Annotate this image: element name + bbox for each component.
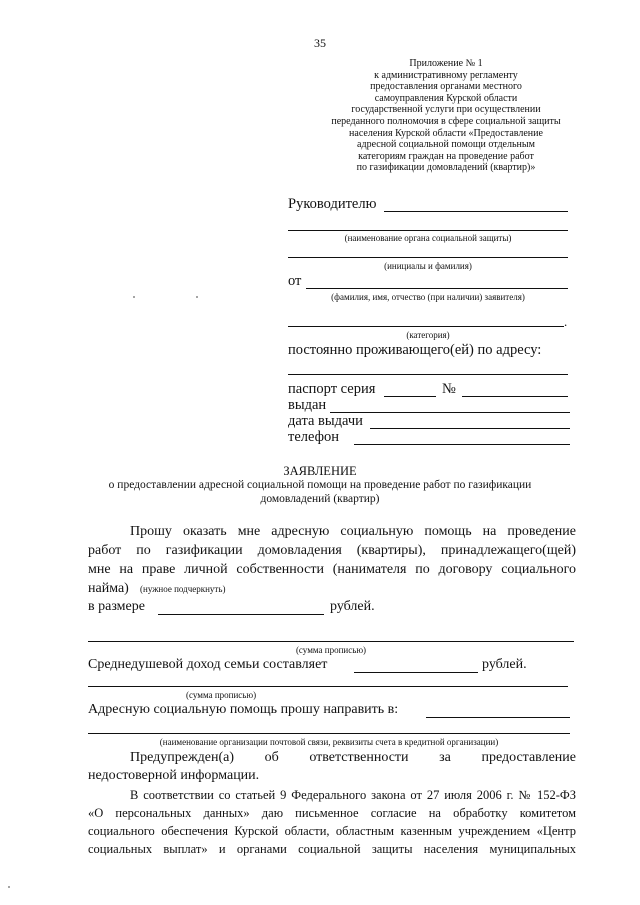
amount-rubles: рублей.: [330, 599, 375, 614]
income-words-field[interactable]: [88, 686, 568, 687]
send-label: Адресную социальную помощь прошу направить в:: [88, 702, 399, 717]
income-field[interactable]: [354, 672, 478, 673]
income-words-hint: (сумма прописью): [186, 690, 257, 700]
appendix-line: категориям граждан на проведение работ: [358, 150, 534, 162]
appendix-line: переданного полномочия в сфере социальной защиты: [331, 115, 561, 127]
scan-speck: [133, 296, 135, 298]
request-line-2: работ по газификации домовладения (квартиры), принадлежащего(щей): [88, 543, 576, 558]
category-period: .: [564, 314, 568, 329]
appendix-line: предоставления органами местного: [370, 81, 522, 93]
appendix-line: по газификации домовладений (квартир)»: [356, 162, 536, 174]
appendix-line: государственной услуги при осуществлении: [351, 104, 541, 116]
appendix-line: самоуправления Курской области: [374, 92, 518, 104]
to-head-label: Руководителю: [288, 196, 377, 212]
consent-line-3: социального обеспечения Курской области, областным казенным учреждением «Центр: [88, 824, 576, 838]
initials-hint: (инициалы и фамилия): [384, 261, 472, 271]
page-number: 35: [314, 36, 326, 50]
statement-subtitle-2: домовладений (квартир): [260, 493, 380, 505]
consent-line-4: социальных выплат» и органами социальной защиты населения муниципальных: [88, 842, 576, 856]
residing-label: постоянно проживающего(ей) по адресу:: [288, 342, 542, 358]
appendix-line: к административному регламенту: [374, 69, 518, 81]
send-field[interactable]: [426, 717, 570, 718]
applicant-hint: (фамилия, имя, отчество (при наличии) заявителя): [331, 292, 525, 302]
organ-hint: (наименование органа социальной защиты): [344, 233, 512, 243]
initials-field[interactable]: [288, 257, 568, 258]
scan-speck: [8, 886, 10, 888]
request-line-4: найма): [88, 581, 129, 596]
passport-number-label: №: [442, 381, 456, 397]
amount-words-hint: (сумма прописью): [295, 645, 367, 655]
org-hint: (наименование организации почтовой связи, реквизиты счета в кредитной организации): [159, 737, 499, 747]
scan-speck: [196, 296, 198, 298]
amount-words-field[interactable]: [88, 641, 574, 642]
address-field[interactable]: [288, 374, 568, 375]
passport-label: паспорт серия: [288, 381, 376, 397]
issued-field[interactable]: [330, 412, 570, 413]
request-line-1: Прошу оказать мне адресную социальную помощь на проведение: [130, 524, 576, 539]
issued-label: выдан: [288, 397, 327, 413]
org-field[interactable]: [88, 733, 570, 734]
issue-date-label: дата выдачи: [288, 413, 363, 429]
from-label: от: [288, 273, 302, 289]
phone-label: телефон: [288, 429, 340, 445]
appendix-line: адресной социальной помощи отдельным: [357, 139, 535, 151]
income-rubles: рублей.: [482, 657, 527, 672]
to-head-field[interactable]: [384, 211, 568, 212]
applicant-field[interactable]: [306, 288, 568, 289]
passport-series-field[interactable]: [384, 396, 436, 397]
consent-line-1: В соответствии со статьей 9 Федерального закона от 27 июля 2006 г. № 152-ФЗ: [130, 788, 576, 802]
underline-hint: (нужное подчеркнуть): [140, 584, 226, 594]
organ-field[interactable]: [288, 230, 568, 231]
issue-date-field[interactable]: [370, 428, 570, 429]
appendix-line: Приложение № 1: [409, 58, 483, 69]
category-field[interactable]: [288, 326, 564, 327]
appendix-line: населения Курской области «Предоставление: [349, 127, 543, 139]
request-line-3: мне на праве личной собственности (нанимателя по договору социального: [88, 562, 576, 577]
income-label: Среднедушевой доход семьи составляет: [88, 657, 328, 672]
statement-title: ЗАЯВЛЕНИЕ: [283, 464, 357, 478]
warned-line-2: недостоверной информации.: [88, 768, 260, 783]
phone-field[interactable]: [354, 444, 570, 445]
consent-line-2: «О персональных данных» даю письменное согласие на обработку комитетом: [88, 806, 576, 820]
statement-subtitle-1: о предоставлении адресной социальной помощи на проведение работ по газификации: [108, 479, 532, 491]
appendix-block: [296, 58, 596, 174]
amount-field[interactable]: [158, 614, 324, 615]
amount-label: в размере: [88, 599, 145, 614]
passport-number-field[interactable]: [462, 396, 568, 397]
warned-line-1: Предупрежден(а) об ответственности за предоставление: [130, 750, 576, 765]
category-hint: (категория): [406, 330, 450, 340]
